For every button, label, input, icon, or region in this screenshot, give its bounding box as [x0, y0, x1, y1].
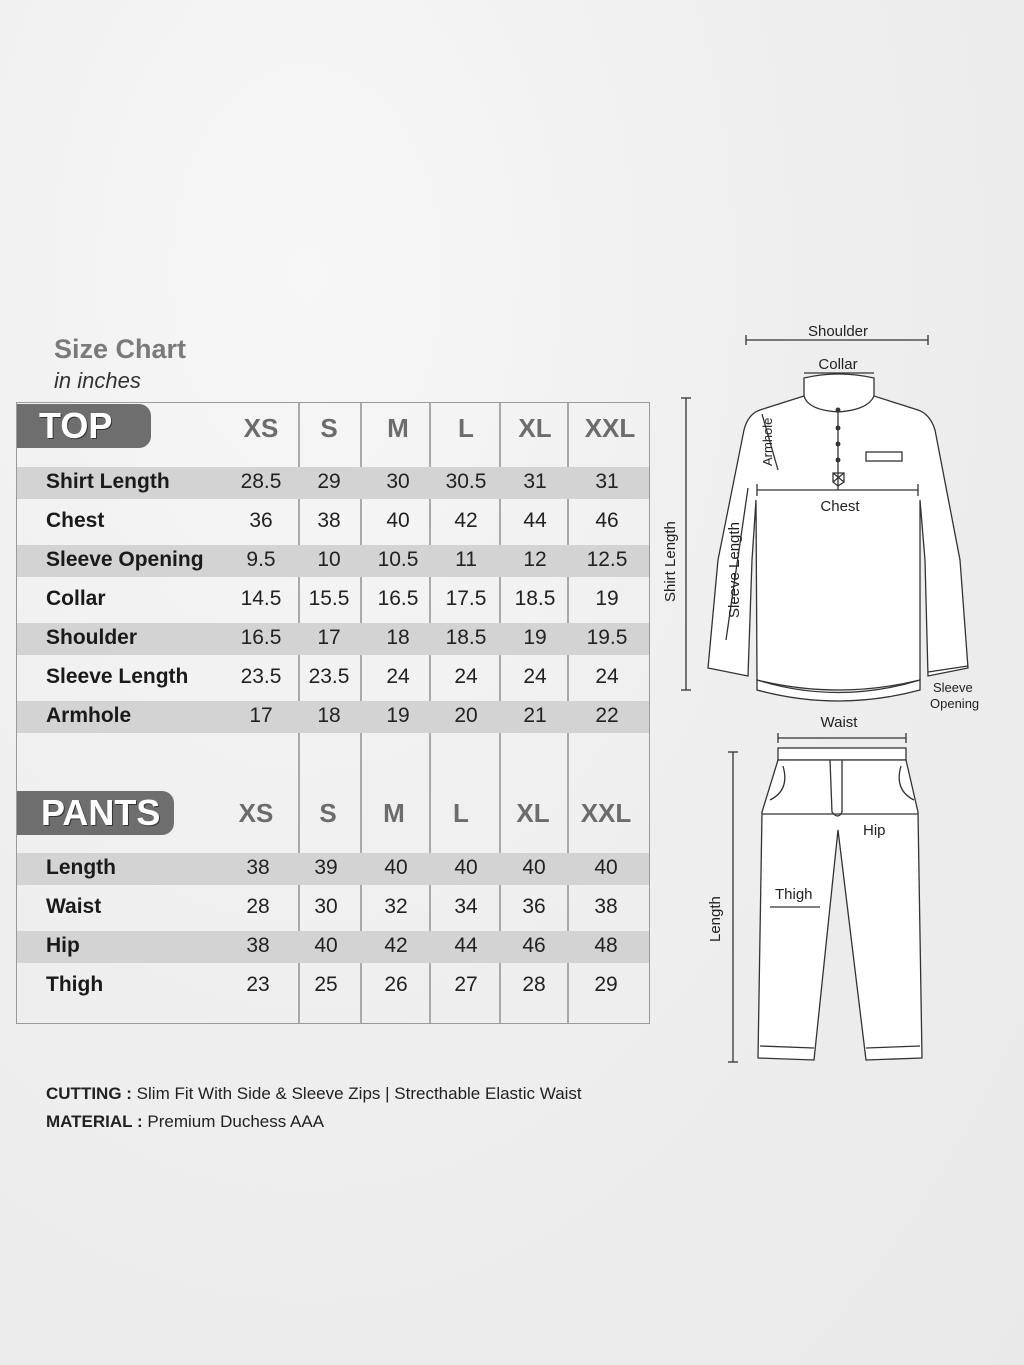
pants-row-label: Hip: [46, 934, 80, 957]
top-size-header: M: [387, 413, 409, 443]
top-value-cell: 23.5: [240, 665, 282, 688]
top-row-label: Shirt Length: [46, 470, 170, 493]
top-value-cell: 30.5: [445, 470, 487, 493]
pants-size-header: XXL: [580, 798, 632, 828]
pants-value-cell: 38: [594, 895, 618, 918]
top-row-label: Sleeve Length: [46, 665, 189, 688]
top-value-cell: 10: [317, 548, 341, 571]
top-value-cell: 10.5: [377, 548, 419, 571]
material-text: Premium Duchess AAA: [147, 1112, 325, 1131]
top-value-cell: 12: [523, 548, 547, 571]
waist-label: Waist: [820, 714, 858, 731]
top-value-cell: 19: [523, 626, 547, 649]
pants-outline: [758, 748, 922, 1060]
top-size-header: XXL: [584, 413, 636, 443]
top-value-cell: 19.5: [586, 626, 628, 649]
pants-size-header: M: [383, 798, 405, 828]
top-value-cell: 14.5: [240, 587, 282, 610]
pants-value-cell: 40: [314, 934, 338, 957]
top-row-label: Chest: [46, 509, 105, 532]
pants-value-cell: 44: [454, 934, 478, 957]
pants-row-label: Length: [46, 856, 116, 879]
top-size-header: L: [458, 413, 474, 443]
top-size-header: XS: [243, 413, 279, 443]
top-size-header: S: [320, 413, 338, 443]
pants-value-cell: 28: [522, 973, 546, 996]
top-value-cell: 31: [595, 470, 619, 493]
pants-value-cell: 28: [246, 895, 270, 918]
units-subtitle: in inches: [54, 368, 141, 393]
top-value-cell: 38: [317, 509, 341, 532]
material-label: MATERIAL :: [46, 1112, 143, 1131]
top-row-label: Armhole: [46, 704, 132, 727]
pants-value-cell: 34: [454, 895, 478, 918]
top-value-cell: 24: [595, 665, 619, 688]
pants-value-cell: 42: [384, 934, 408, 957]
pants-row-label: Thigh: [46, 973, 104, 996]
top-value-cell: 18.5: [445, 626, 487, 649]
pants-value-cell: 39: [314, 856, 338, 879]
cutting-label: CUTTING :: [46, 1084, 132, 1103]
top-row-label: Sleeve Opening: [46, 548, 204, 571]
top-value-cell: 16.5: [240, 626, 282, 649]
top-value-cell: 9.5: [246, 548, 276, 571]
top-value-cell: 18: [317, 704, 341, 727]
pants-value-cell: 40: [454, 856, 478, 879]
hip-label: Hip: [863, 822, 886, 839]
sleeve-opening-label-line2: Opening: [930, 696, 980, 711]
pants-value-cell: 40: [594, 856, 618, 879]
top-value-cell: 17: [317, 626, 341, 649]
pants-value-cell: 38: [246, 856, 270, 879]
pants-value-cell: 48: [594, 934, 618, 957]
top-value-cell: 19: [386, 704, 410, 727]
top-value-cell: 12.5: [586, 548, 628, 571]
pants-value-cell: 25: [314, 973, 338, 996]
top-row-label: Collar: [46, 587, 106, 610]
pants-value-cell: 40: [384, 856, 408, 879]
top-value-cell: 24: [386, 665, 410, 688]
pants-size-header: S: [319, 798, 337, 828]
top-value-cell: 21: [523, 704, 547, 727]
top-value-cell: 18: [386, 626, 410, 649]
chest-label: Chest: [820, 498, 860, 515]
pants-value-cell: 27: [454, 973, 478, 996]
cutting-text: Slim Fit With Side & Sleeve Zips | Strecthable Elastic Waist: [136, 1084, 582, 1103]
top-value-cell: 28.5: [240, 470, 282, 493]
thigh-label: Thigh: [775, 886, 813, 903]
button-icon: [836, 426, 840, 430]
top-value-cell: 15.5: [308, 587, 350, 610]
top-value-cell: 22: [595, 704, 619, 727]
button-icon: [836, 458, 840, 462]
pants-value-cell: 36: [522, 895, 546, 918]
top-value-cell: 11: [455, 548, 477, 571]
top-value-cell: 24: [454, 665, 478, 688]
pants-value-cell: 40: [522, 856, 546, 879]
top-value-cell: 16.5: [377, 587, 419, 610]
top-size-header: XL: [518, 413, 552, 443]
button-icon: [836, 442, 840, 446]
top-value-cell: 31: [523, 470, 547, 493]
top-value-cell: 24: [523, 665, 547, 688]
shoulder-label: Shoulder: [807, 323, 869, 340]
top-value-cell: 20: [454, 704, 478, 727]
button-icon: [836, 408, 840, 412]
pants-value-cell: 32: [384, 895, 408, 918]
section-tab-top: TOP: [17, 404, 151, 448]
pants-value-cell: 23: [246, 973, 270, 996]
shirt-outline: [708, 374, 968, 701]
page-title: Size Chart: [54, 334, 187, 364]
pants-value-cell: 38: [246, 934, 270, 957]
top-value-cell: 30: [386, 470, 410, 493]
top-value-cell: 19: [595, 587, 619, 610]
top-row-label: Shoulder: [46, 626, 138, 649]
pants-value-cell: 46: [522, 934, 546, 957]
pants-row-label: Waist: [46, 895, 102, 918]
top-value-cell: 46: [595, 509, 619, 532]
pants-size-header: L: [453, 798, 469, 828]
pants-value-cell: 30: [314, 895, 338, 918]
top-value-cell: 36: [249, 509, 273, 532]
pants-value-cell: 29: [594, 973, 618, 996]
pants-size-header: XS: [238, 798, 274, 828]
top-value-cell: 23.5: [308, 665, 350, 688]
pants-size-header: XL: [516, 798, 550, 828]
top-value-cell: 18.5: [514, 587, 556, 610]
top-value-cell: 40: [386, 509, 410, 532]
armhole-label: Armhole: [760, 417, 775, 466]
section-tab-pants: PANTS: [17, 791, 174, 835]
sleeve-opening-label-line1: Sleeve: [933, 680, 973, 695]
top-value-cell: 42: [454, 509, 478, 532]
top-value-cell: 29: [317, 470, 341, 493]
top-value-cell: 17.5: [445, 587, 487, 610]
pants-value-cell: 26: [384, 973, 408, 996]
sleeve-length-label: Sleeve Length: [726, 522, 743, 618]
top-value-cell: 44: [523, 509, 547, 532]
shirt-length-label: Shirt Length: [662, 521, 679, 602]
collar-label: Collar: [818, 356, 858, 373]
top-value-cell: 17: [249, 704, 273, 727]
pants-length-label: Length: [707, 896, 724, 942]
